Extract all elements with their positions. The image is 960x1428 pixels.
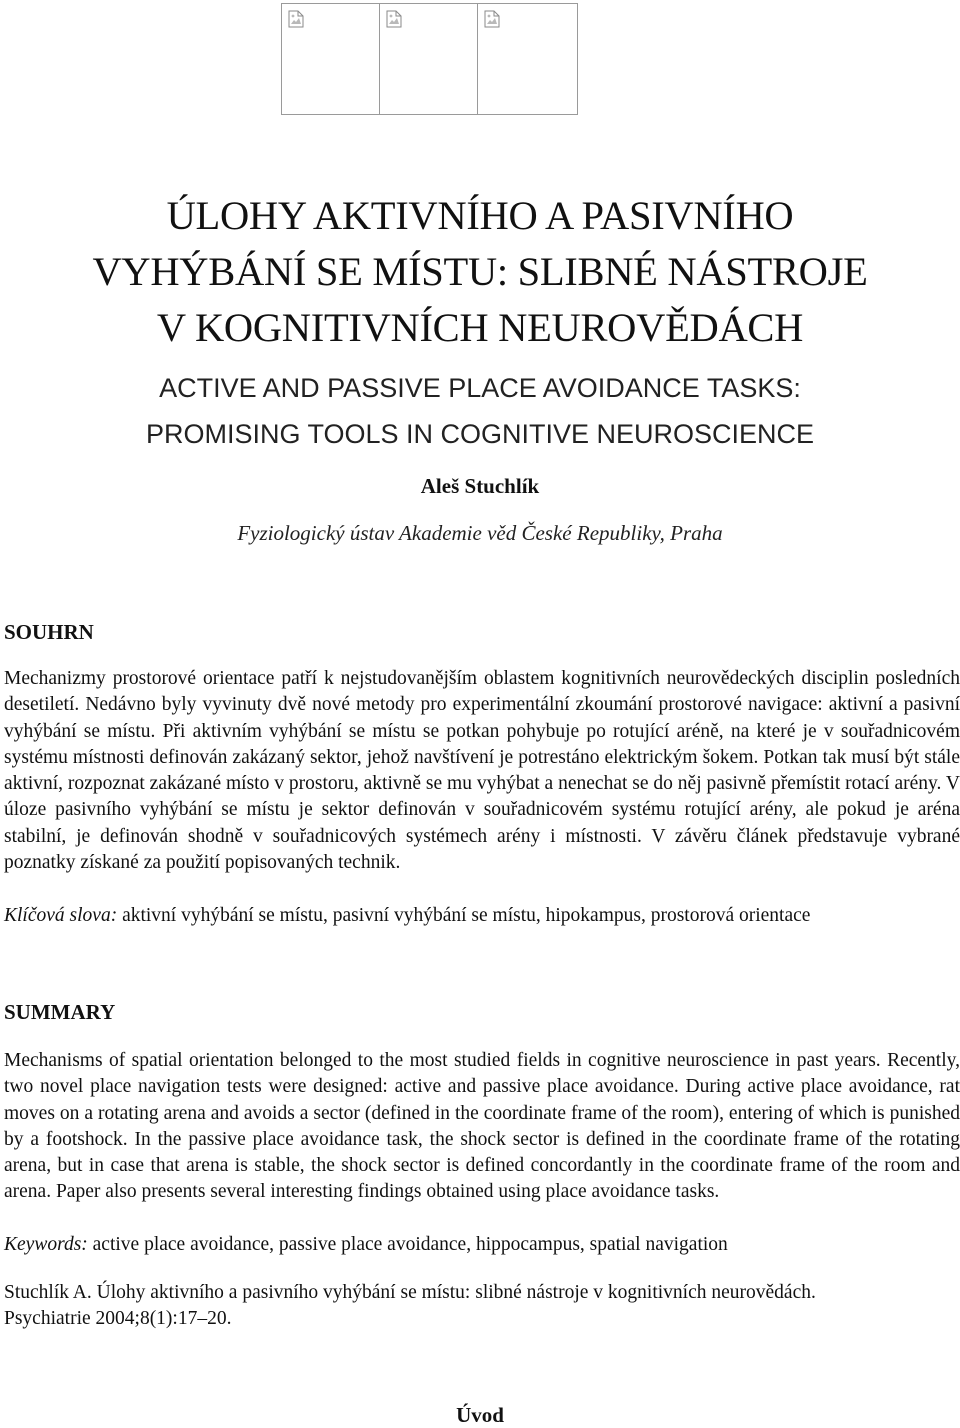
broken-image-icon	[288, 10, 304, 28]
citation	[4, 1280, 960, 1332]
image-placeholder-1	[281, 3, 379, 115]
keywords-label: Keywords:	[4, 1234, 88, 1255]
author-name: Aleš Stuchlík	[420, 474, 540, 498]
broken-image-icon	[386, 10, 402, 28]
keywords-text: aktivní vyhýbání se místu, pasivní vyhýbání se místu, hipokampus, prostorová orientace	[122, 905, 811, 926]
intro-heading: Úvod	[456, 1403, 504, 1427]
broken-image-icon	[484, 10, 500, 28]
citation-line: Psychiatrie 2004;8(1):17–20.	[4, 1308, 232, 1329]
subtitle-line: PROMISING TOOLS IN COGNITIVE NEUROSCIENCE	[145, 419, 815, 449]
author-affiliation: Fyziologický ústav Akademie věd České Republiky, Praha	[237, 521, 723, 545]
title-line: VYHÝBÁNÍ SE MÍSTU: SLIBNÉ NÁSTROJE	[92, 249, 868, 294]
summary-heading: SUMMARY	[4, 1000, 116, 1024]
souhrn-keywords	[4, 903, 960, 929]
souhrn-abstract: Mechanizmy prostorové orientace patří k nejstudovanějším oblastem kognitivních neurovědeckých disciplin posledních desetiletí. Nedávno byly vyvinuty dvě nové metody pro experimentální zkoumání prostorové navigace: aktivní a pasivní vyhýbání se místu. Při aktivním vyhýbání se místu se potkan pohybuje po rotující aréně, na které je v souřadnicovém systému místnosti definován zakázaný sektor, jehož navštívení je potrestáno elektrickým šokem. Potkan tak musí být stále aktivní, rozpoznat zakázané místo v prostoru, aktivně se mu vyhýbat a nenechat se do něj pasivně přemístit rotací arény. V úloze pasivního vyhýbání se místu je sektor definován v souřadnicovém systému rotující arény, ale pokud je aréna stabilní, je definován shodně v souřadnicových systémech arény i místnosti. V závěru článek představuje vybrané poznatky získané za použití popisovaných technik.	[4, 668, 960, 874]
summary-abstract: Mechanisms of spatial orientation belonged to the most studied fields in cognitive neuroscience in past years. Recently, two novel place navigation tests were designed: active and passive place avoidance. During active place avoidance, rat moves on a rotating arena and avoids a sector (defined in the coordinate frame of the room), entering of which is punished by a footshock. In the passive place avoidance task, the shock sector is defined in the coordinate frame of the rotating arena, but in case that arena is stable, the shock sector is defined concordantly in the coordinate frame of the room and arena. Paper also presents several interesting findings obtained using place avoidance tasks.	[4, 1050, 960, 1203]
citation-line: Stuchlík A. Úlohy aktivního a pasivního vyhýbání se místu: slibné nástroje v kognitivních neurovědách.	[4, 1282, 816, 1303]
image-placeholder-3	[477, 3, 578, 115]
page-subtitle	[0, 365, 960, 457]
title-line: ÚLOHY AKTIVNÍHO A PASIVNÍHO	[166, 193, 794, 238]
title-line: V KOGNITIVNÍCH NEUROVĚDÁCH	[156, 305, 804, 350]
souhrn-heading: SOUHRN	[4, 620, 94, 644]
keywords-text: active place avoidance, passive place avoidance, hippocampus, spatial navigation	[92, 1234, 728, 1255]
subtitle-line: ACTIVE AND PASSIVE PLACE AVOIDANCE TASKS:	[159, 373, 801, 403]
keywords-label: Klíčová slova:	[4, 905, 118, 926]
image-placeholder-2	[379, 3, 477, 115]
image-placeholder-row	[281, 3, 681, 117]
summary-keywords	[4, 1232, 960, 1258]
page-title	[0, 188, 960, 356]
